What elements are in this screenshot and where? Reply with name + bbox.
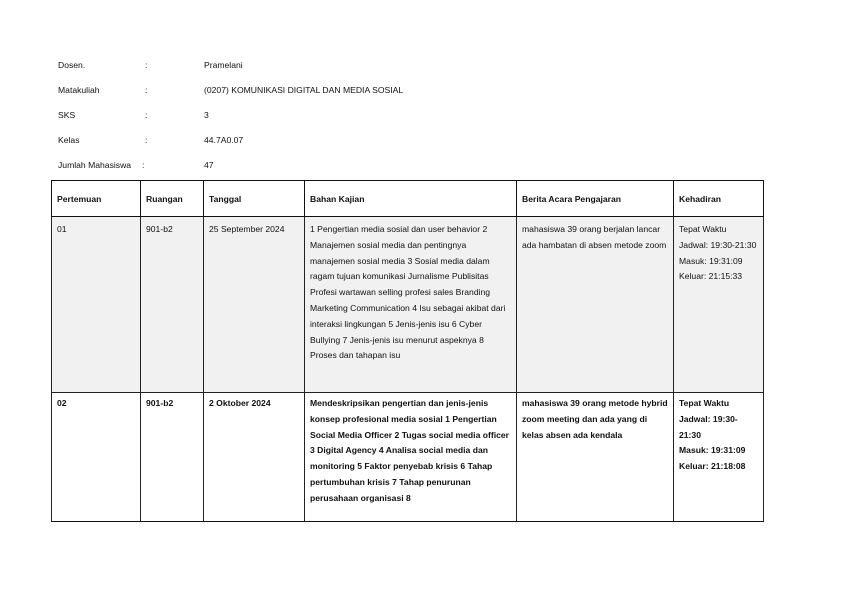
- dosen-colon: :: [145, 59, 148, 70]
- dosen-value: Pramelani: [204, 59, 243, 70]
- kelas-value: 44.7A0.07: [204, 134, 244, 145]
- pertemuan-cell: 02: [52, 393, 141, 522]
- col-header-bahan-kajian: Bahan Kajian: [305, 181, 517, 217]
- tanggal-cell: 25 September 2024: [204, 217, 305, 393]
- sks-label: SKS: [58, 109, 76, 120]
- tanggal-cell: 2 Oktober 2024: [204, 393, 305, 522]
- jumlah-value: 47: [204, 159, 214, 170]
- table-row: [52, 393, 764, 522]
- sks-colon: :: [145, 109, 148, 120]
- dosen-label: Dosen.: [58, 59, 86, 70]
- kehadiran-masuk: Masuk: 19:31:09: [679, 445, 746, 456]
- matakuliah-colon: :: [145, 84, 148, 95]
- kelas-row: [58, 127, 558, 152]
- kehadiran-cell: [674, 217, 764, 393]
- table-row: [52, 217, 764, 393]
- dosen-row: [58, 52, 558, 77]
- col-header-tanggal: Tanggal: [204, 181, 305, 217]
- col-header-ruangan: Ruangan: [141, 181, 204, 217]
- kehadiran-cell: [674, 393, 764, 522]
- sks-row: [58, 102, 558, 127]
- col-header-pertemuan: Pertemuan: [52, 181, 141, 217]
- kehadiran-keluar: Keluar: 21:18:08: [679, 461, 746, 472]
- col-header-berita-acara: Berita Acara Pengajaran: [517, 181, 674, 217]
- col-header-kehadiran: Kehadiran: [674, 181, 764, 217]
- berita-acara-cell: mahasiswa 39 orang berjalan lancar ada hambatan di absen metode zoom: [517, 217, 674, 393]
- table-header-row: [52, 181, 764, 217]
- ruangan-cell: 901-b2: [141, 393, 204, 522]
- matakuliah-value: (0207) KOMUNIKASI DIGITAL DAN MEDIA SOSIAL: [204, 84, 404, 95]
- matakuliah-row: [58, 77, 558, 102]
- ruangan-cell: 901-b2: [141, 217, 204, 393]
- kelas-colon: :: [145, 134, 148, 145]
- course-info: [58, 52, 558, 177]
- matakuliah-label: Matakuliah: [58, 84, 100, 95]
- berita-acara-cell: mahasiswa 39 orang metode hybrid zoom meeting dan ada yang di kelas absen ada kendala: [517, 393, 674, 522]
- bahan-kajian-cell: Mendeskripsikan pengertian dan jenis-jenis konsep profesional media sosial 1 Pengertian Social Media Officer 2 Tugas social media officer 3 Digital Agency 4 Analisa social media dan monitoring 5 Faktor penyebab krisis 6 Tahap pertumbuhan krisis 7 Tahap penurunan perusahaan organisasi 8: [305, 393, 517, 522]
- attendance-table: [51, 180, 764, 522]
- kehadiran-status: Tepat Waktu: [679, 224, 727, 234]
- pertemuan-cell: 01: [52, 217, 141, 393]
- kehadiran-keluar: Keluar: 21:15:33: [679, 271, 743, 282]
- sks-value: 3: [204, 109, 209, 120]
- jumlah-label: Jumlah Mahasiswa: [58, 159, 132, 170]
- kehadiran-masuk: Masuk: 19:31:09: [679, 255, 743, 266]
- bahan-kajian-cell: 1 Pengertian media sosial dan user behavior 2 Manajemen sosial media dan pentingnya manajemen sosial media 3 Sosial media dalam ragam tujuan komunikasi Jurnalisme Publisitas Profesi wartawan selling profesi sales Branding Marketing Communication 4 Isu sebagai akibat dari interaksi lingkungan 5 Jenis-jenis isu 6 Cyber Bullying 7 Jenis-jenis isu menurut aspeknya 8 Proses dan tahapan isu: [305, 217, 517, 393]
- kelas-label: Kelas: [58, 134, 80, 145]
- jumlah-row: [58, 152, 558, 177]
- kehadiran-jadwal: Jadwal: 19:30-21:30: [679, 239, 757, 250]
- kehadiran-jadwal: Jadwal: 19:30-21:30: [679, 413, 738, 440]
- jumlah-colon: :: [142, 159, 145, 170]
- kehadiran-status: Tepat Waktu: [679, 398, 730, 408]
